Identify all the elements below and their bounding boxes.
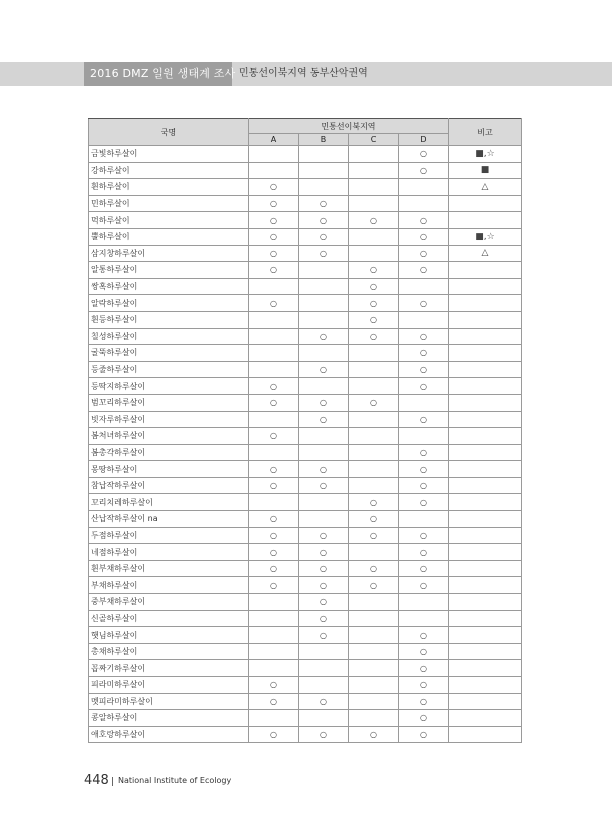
table-row — [89, 146, 522, 163]
table-row — [89, 195, 522, 212]
note-cell — [449, 477, 522, 494]
note-cell: △ — [449, 179, 522, 196]
species-name: 강하루살이 — [89, 162, 249, 179]
species-name: 중부채하루살이 — [89, 594, 249, 611]
presence-mark-site-c: ○ — [349, 394, 399, 411]
note-cell — [449, 278, 522, 295]
presence-mark-site-d: ○ — [399, 627, 449, 644]
presence-mark-site-a — [249, 345, 299, 362]
page-number: 448 — [84, 773, 109, 788]
presence-mark-site-b: ○ — [299, 328, 349, 345]
presence-mark-site-b — [299, 311, 349, 328]
note-cell — [449, 544, 522, 561]
species-name: 범꼬리하루살이 — [89, 394, 249, 411]
presence-mark-site-b — [299, 378, 349, 395]
presence-mark-site-a — [249, 610, 299, 627]
presence-mark-site-b: ○ — [299, 527, 349, 544]
presence-mark-site-c: ○ — [349, 527, 399, 544]
presence-mark-site-a: ○ — [249, 577, 299, 594]
presence-mark-site-b: ○ — [299, 411, 349, 428]
presence-mark-site-b — [299, 444, 349, 461]
presence-mark-site-b: ○ — [299, 245, 349, 262]
presence-mark-site-d: ○ — [399, 146, 449, 163]
note-cell — [449, 726, 522, 743]
presence-mark-site-d: ○ — [399, 560, 449, 577]
note-cell — [449, 494, 522, 511]
presence-mark-site-d — [399, 278, 449, 295]
presence-mark-site-b: ○ — [299, 610, 349, 627]
presence-mark-site-b: ○ — [299, 195, 349, 212]
presence-mark-site-c — [349, 378, 399, 395]
presence-mark-site-c — [349, 179, 399, 196]
presence-mark-site-d: ○ — [399, 328, 449, 345]
column-header-site-b: B — [299, 134, 349, 146]
presence-mark-site-d — [399, 179, 449, 196]
note-cell — [449, 378, 522, 395]
presence-mark-site-d: ○ — [399, 245, 449, 262]
presence-mark-site-c — [349, 428, 399, 445]
presence-mark-site-d: ○ — [399, 527, 449, 544]
species-name: 먹하루살이 — [89, 212, 249, 229]
presence-mark-site-d: ○ — [399, 660, 449, 677]
presence-mark-site-d: ○ — [399, 677, 449, 694]
species-name: 금빛하루살이 — [89, 146, 249, 163]
table-row — [89, 527, 522, 544]
presence-mark-site-b — [299, 262, 349, 279]
presence-mark-site-b — [299, 710, 349, 727]
table-row — [89, 461, 522, 478]
presence-mark-site-b — [299, 146, 349, 163]
species-name: 쌍혹하루살이 — [89, 278, 249, 295]
presence-mark-site-b — [299, 677, 349, 694]
table-row — [89, 345, 522, 362]
presence-mark-site-d — [399, 428, 449, 445]
column-header-note: 비고 — [449, 119, 522, 146]
species-name: 흰등하루살이 — [89, 311, 249, 328]
species-name: 참납작하루살이 — [89, 477, 249, 494]
presence-mark-site-b: ○ — [299, 461, 349, 478]
species-name: 알통하루살이 — [89, 262, 249, 279]
presence-mark-site-c: ○ — [349, 262, 399, 279]
presence-mark-site-d: ○ — [399, 361, 449, 378]
presence-mark-site-b: ○ — [299, 361, 349, 378]
presence-mark-site-d: ○ — [399, 212, 449, 229]
table-row — [89, 660, 522, 677]
presence-mark-site-c: ○ — [349, 577, 399, 594]
presence-mark-site-a: ○ — [249, 544, 299, 561]
presence-mark-site-c: ○ — [349, 511, 399, 528]
table-row — [89, 444, 522, 461]
presence-mark-site-d: ○ — [399, 162, 449, 179]
column-header-group: 민통선이북지역 — [249, 119, 449, 134]
table-row — [89, 560, 522, 577]
presence-mark-site-a — [249, 146, 299, 163]
table-row — [89, 394, 522, 411]
species-name: 애호랑하루살이 — [89, 726, 249, 743]
species-name: 총채하루살이 — [89, 643, 249, 660]
species-name: 흰부채하루살이 — [89, 560, 249, 577]
presence-mark-site-d — [399, 394, 449, 411]
presence-mark-site-a: ○ — [249, 477, 299, 494]
table-body — [89, 146, 522, 743]
presence-mark-site-d: ○ — [399, 643, 449, 660]
presence-mark-site-a — [249, 361, 299, 378]
note-cell — [449, 677, 522, 694]
note-cell — [449, 643, 522, 660]
presence-mark-site-c: ○ — [349, 295, 399, 312]
table-row — [89, 328, 522, 345]
presence-mark-site-a: ○ — [249, 212, 299, 229]
presence-mark-site-c — [349, 146, 399, 163]
presence-mark-site-a: ○ — [249, 378, 299, 395]
presence-mark-site-a — [249, 627, 299, 644]
table-row — [89, 212, 522, 229]
presence-mark-site-b — [299, 428, 349, 445]
note-cell — [449, 610, 522, 627]
species-name: 멧피라미하루살이 — [89, 693, 249, 710]
presence-mark-site-b — [299, 643, 349, 660]
species-name: 햇님하루살이 — [89, 627, 249, 644]
note-cell — [449, 511, 522, 528]
presence-mark-site-d: ○ — [399, 693, 449, 710]
table-row — [89, 378, 522, 395]
presence-mark-site-c: ○ — [349, 494, 399, 511]
presence-mark-site-a — [249, 328, 299, 345]
species-name: 꼬리치레하루살이 — [89, 494, 249, 511]
note-cell — [449, 345, 522, 362]
presence-mark-site-b — [299, 162, 349, 179]
presence-mark-site-c — [349, 544, 399, 561]
presence-mark-site-a — [249, 594, 299, 611]
note-cell — [449, 461, 522, 478]
presence-mark-site-b — [299, 511, 349, 528]
presence-mark-site-b — [299, 660, 349, 677]
species-name: 산납작하루살이 na — [89, 511, 249, 528]
presence-mark-site-c: ○ — [349, 212, 399, 229]
note-cell — [449, 444, 522, 461]
table-row — [89, 162, 522, 179]
column-header-site-a: A — [249, 134, 299, 146]
table-row — [89, 262, 522, 279]
presence-mark-site-a: ○ — [249, 560, 299, 577]
note-cell — [449, 394, 522, 411]
presence-mark-site-d: ○ — [399, 411, 449, 428]
species-name: 피라미하루살이 — [89, 677, 249, 694]
column-header-site-d: D — [399, 134, 449, 146]
presence-mark-site-a — [249, 162, 299, 179]
species-name: 등딱지하루살이 — [89, 378, 249, 395]
presence-mark-site-c: ○ — [349, 311, 399, 328]
presence-mark-site-a: ○ — [249, 245, 299, 262]
presence-mark-site-d: ○ — [399, 262, 449, 279]
presence-mark-site-a — [249, 444, 299, 461]
species-name: 알락하루살이 — [89, 295, 249, 312]
species-name: 흰하루살이 — [89, 179, 249, 196]
species-name: 민하루살이 — [89, 195, 249, 212]
presence-mark-site-c — [349, 710, 399, 727]
note-cell — [449, 693, 522, 710]
species-name: 뿔하루살이 — [89, 228, 249, 245]
species-name: 굴뚝하루살이 — [89, 345, 249, 362]
column-header-site-c: C — [349, 134, 399, 146]
presence-mark-site-d: ○ — [399, 345, 449, 362]
presence-mark-site-c — [349, 660, 399, 677]
note-cell — [449, 328, 522, 345]
species-name: 몽땅하루살이 — [89, 461, 249, 478]
presence-mark-site-a: ○ — [249, 228, 299, 245]
species-name: 봄처녀하루살이 — [89, 428, 249, 445]
presence-mark-site-a: ○ — [249, 428, 299, 445]
species-name: 네점하루살이 — [89, 544, 249, 561]
presence-mark-site-b — [299, 278, 349, 295]
presence-mark-site-d: ○ — [399, 494, 449, 511]
table-row — [89, 710, 522, 727]
presence-mark-site-d: ○ — [399, 726, 449, 743]
note-cell — [449, 594, 522, 611]
note-cell — [449, 361, 522, 378]
table-row — [89, 544, 522, 561]
table-row — [89, 610, 522, 627]
presence-mark-site-d: ○ — [399, 477, 449, 494]
note-cell: ■ — [449, 162, 522, 179]
presence-mark-site-d — [399, 610, 449, 627]
presence-mark-site-c — [349, 610, 399, 627]
presence-mark-site-a — [249, 311, 299, 328]
note-cell: △ — [449, 245, 522, 262]
presence-mark-site-a: ○ — [249, 726, 299, 743]
presence-mark-site-c — [349, 594, 399, 611]
presence-mark-site-d: ○ — [399, 544, 449, 561]
presence-mark-site-b: ○ — [299, 693, 349, 710]
table-row — [89, 477, 522, 494]
presence-mark-site-d: ○ — [399, 577, 449, 594]
presence-mark-site-d — [399, 511, 449, 528]
presence-mark-site-d: ○ — [399, 710, 449, 727]
presence-mark-site-d: ○ — [399, 444, 449, 461]
presence-mark-site-b — [299, 295, 349, 312]
presence-mark-site-b: ○ — [299, 477, 349, 494]
table-row — [89, 411, 522, 428]
presence-mark-site-b: ○ — [299, 594, 349, 611]
species-name: 등줄하루살이 — [89, 361, 249, 378]
presence-mark-site-a: ○ — [249, 693, 299, 710]
presence-mark-site-b — [299, 345, 349, 362]
presence-mark-site-b: ○ — [299, 560, 349, 577]
note-cell — [449, 660, 522, 677]
presence-mark-site-c — [349, 411, 399, 428]
note-cell — [449, 195, 522, 212]
species-name: 삼지창하루살이 — [89, 245, 249, 262]
presence-mark-site-a — [249, 278, 299, 295]
presence-mark-site-c — [349, 162, 399, 179]
note-cell: ■,☆ — [449, 146, 522, 163]
species-name: 꼽짜기하루살이 — [89, 660, 249, 677]
table-row — [89, 245, 522, 262]
presence-mark-site-d — [399, 195, 449, 212]
presence-mark-site-a — [249, 643, 299, 660]
presence-mark-site-c — [349, 245, 399, 262]
presence-mark-site-c — [349, 228, 399, 245]
presence-mark-site-a: ○ — [249, 461, 299, 478]
presence-mark-site-a — [249, 494, 299, 511]
note-cell — [449, 527, 522, 544]
note-cell — [449, 295, 522, 312]
note-cell — [449, 311, 522, 328]
presence-mark-site-c — [349, 361, 399, 378]
species-name: 신골하루살이 — [89, 610, 249, 627]
table-row — [89, 295, 522, 312]
presence-mark-site-b: ○ — [299, 627, 349, 644]
table-row — [89, 361, 522, 378]
footer-divider — [112, 777, 113, 786]
presence-mark-site-a: ○ — [249, 262, 299, 279]
presence-mark-site-d: ○ — [399, 228, 449, 245]
table-row — [89, 677, 522, 694]
presence-mark-site-c: ○ — [349, 560, 399, 577]
presence-mark-site-a — [249, 411, 299, 428]
presence-mark-site-c — [349, 643, 399, 660]
column-header-name: 국명 — [89, 119, 249, 146]
presence-mark-site-c — [349, 677, 399, 694]
presence-mark-site-b: ○ — [299, 544, 349, 561]
presence-mark-site-c — [349, 195, 399, 212]
table-row — [89, 627, 522, 644]
note-cell — [449, 627, 522, 644]
presence-mark-site-a: ○ — [249, 295, 299, 312]
table-row — [89, 643, 522, 660]
presence-mark-site-b: ○ — [299, 577, 349, 594]
table-row — [89, 511, 522, 528]
species-name: 부채하루살이 — [89, 577, 249, 594]
species-name: 콩알하루살이 — [89, 710, 249, 727]
presence-mark-site-a: ○ — [249, 394, 299, 411]
footer-institution: National Institute of Ecology — [118, 776, 232, 785]
presence-mark-site-a: ○ — [249, 179, 299, 196]
presence-mark-site-d: ○ — [399, 295, 449, 312]
presence-mark-site-a: ○ — [249, 511, 299, 528]
presence-mark-site-c — [349, 693, 399, 710]
table-row — [89, 693, 522, 710]
presence-mark-site-c — [349, 627, 399, 644]
table-row — [89, 494, 522, 511]
presence-mark-site-d: ○ — [399, 378, 449, 395]
section-subtitle: 민통선이북지역 동부산악권역 — [239, 68, 368, 79]
table-row — [89, 577, 522, 594]
presence-mark-site-a — [249, 710, 299, 727]
table-row — [89, 278, 522, 295]
presence-mark-site-c: ○ — [349, 726, 399, 743]
species-name: 빗자루하루살이 — [89, 411, 249, 428]
note-cell — [449, 262, 522, 279]
presence-mark-site-d — [399, 311, 449, 328]
species-name: 봄총각하루살이 — [89, 444, 249, 461]
note-cell — [449, 411, 522, 428]
note-cell: ■,☆ — [449, 228, 522, 245]
table-row — [89, 428, 522, 445]
note-cell — [449, 710, 522, 727]
note-cell — [449, 212, 522, 229]
presence-mark-site-a: ○ — [249, 195, 299, 212]
table-row — [89, 179, 522, 196]
presence-mark-site-b: ○ — [299, 394, 349, 411]
presence-mark-site-b: ○ — [299, 212, 349, 229]
presence-mark-site-c — [349, 444, 399, 461]
table-row — [89, 594, 522, 611]
table-row — [89, 228, 522, 245]
presence-mark-site-c: ○ — [349, 328, 399, 345]
presence-mark-site-c — [349, 477, 399, 494]
species-table — [88, 118, 522, 743]
species-name: 두점하루살이 — [89, 527, 249, 544]
presence-mark-site-b — [299, 179, 349, 196]
table-row — [89, 726, 522, 743]
presence-mark-site-c — [349, 461, 399, 478]
presence-mark-site-c — [349, 345, 399, 362]
presence-mark-site-b: ○ — [299, 726, 349, 743]
report-title: 2016 DMZ 일원 생태계 조사 — [90, 67, 236, 80]
presence-mark-site-b: ○ — [299, 228, 349, 245]
species-name: 칠성하루살이 — [89, 328, 249, 345]
note-cell — [449, 428, 522, 445]
presence-mark-site-a — [249, 660, 299, 677]
note-cell — [449, 560, 522, 577]
presence-mark-site-c: ○ — [349, 278, 399, 295]
note-cell — [449, 577, 522, 594]
presence-mark-site-d — [399, 594, 449, 611]
presence-mark-site-d: ○ — [399, 461, 449, 478]
presence-mark-site-a: ○ — [249, 527, 299, 544]
presence-mark-site-b — [299, 494, 349, 511]
presence-mark-site-a: ○ — [249, 677, 299, 694]
table-row — [89, 311, 522, 328]
